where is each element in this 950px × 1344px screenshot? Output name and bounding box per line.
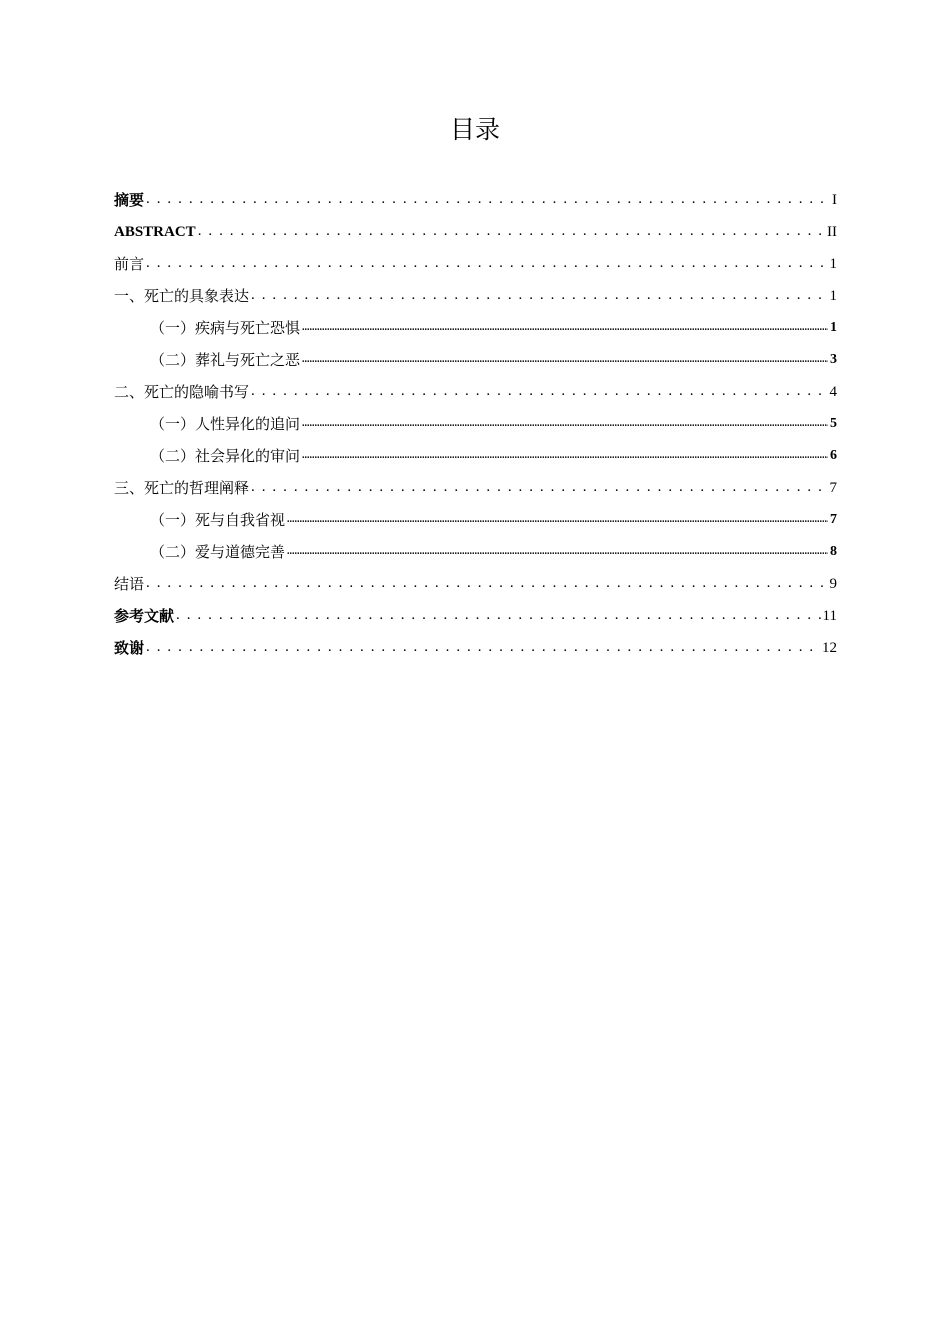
toc-subentry[interactable] [114,498,837,530]
dot-leader [146,574,827,594]
toc-entry-label: 结语 [114,575,145,593]
dot-leader [146,254,827,274]
dot-leader [302,350,828,370]
dot-leader [198,222,825,242]
dot-leader [146,638,820,658]
toc-subentry[interactable] [114,306,837,338]
dot-leader [176,606,821,626]
table-of-contents [114,178,837,658]
toc-entry-label: 三、死亡的哲理阐释 [114,479,250,497]
toc-entry-page: 7 [829,480,837,496]
toc-entry-label: （二）社会异化的审问 [150,447,301,465]
toc-entry[interactable] [114,274,837,306]
toc-subentry[interactable] [114,338,837,370]
toc-entry-page: 1 [829,256,837,272]
dot-leader [302,446,828,466]
toc-entry[interactable] [114,178,837,210]
toc-entry-label: 参考文献 [114,607,175,625]
dot-leader [287,510,828,530]
toc-entry[interactable] [114,594,837,626]
toc-entry-page: 8 [830,544,837,559]
dot-leader [251,382,827,402]
dot-leader [302,414,828,434]
page-title: 目录 [449,115,500,144]
toc-entry[interactable] [114,242,837,274]
toc-entry-page: II [827,224,837,240]
toc-entry[interactable] [114,466,837,498]
toc-entry-page: 7 [830,512,837,527]
toc-entry[interactable] [114,562,837,594]
dot-leader [251,286,827,306]
toc-entry[interactable] [114,626,837,658]
toc-entry-label: （一）人性异化的追问 [150,415,301,433]
toc-entry-label: （一）死与自我省视 [150,511,286,529]
toc-entry-page: 1 [829,288,837,304]
toc-entry-page: 1 [830,320,837,335]
toc-entry-label: （一）疾病与死亡恐惧 [150,319,301,337]
toc-entry-label: 致谢 [114,639,145,657]
toc-entry-label: 一、死亡的具象表达 [114,287,250,305]
toc-entry-page: 12 [822,640,837,656]
toc-entry-page: 11 [822,608,837,624]
toc-entry-page: 9 [829,576,837,592]
dot-leader [287,542,828,562]
toc-subentry[interactable] [114,402,837,434]
toc-entry-page: 4 [829,384,837,400]
toc-entry-label: （二）葬礼与死亡之恶 [150,351,301,369]
dot-leader [302,318,828,338]
toc-entry-page: 5 [830,416,837,431]
toc-entry-label: 前言 [114,255,145,273]
toc-entry-page: 3 [830,352,837,367]
toc-entry[interactable] [114,210,837,242]
toc-entry-label: 摘要 [114,191,145,209]
toc-subentry[interactable] [114,530,837,562]
dot-leader [146,190,830,210]
toc-entry-page: I [832,192,837,208]
toc-entry-label: ABSTRACT [114,224,196,240]
toc-entry-page: 6 [830,448,837,463]
toc-entry-label: （二）爱与道德完善 [150,543,286,561]
toc-entry[interactable] [114,370,837,402]
toc-entry-label: 二、死亡的隐喻书写 [114,383,250,401]
toc-subentry[interactable] [114,434,837,466]
dot-leader [251,478,827,498]
